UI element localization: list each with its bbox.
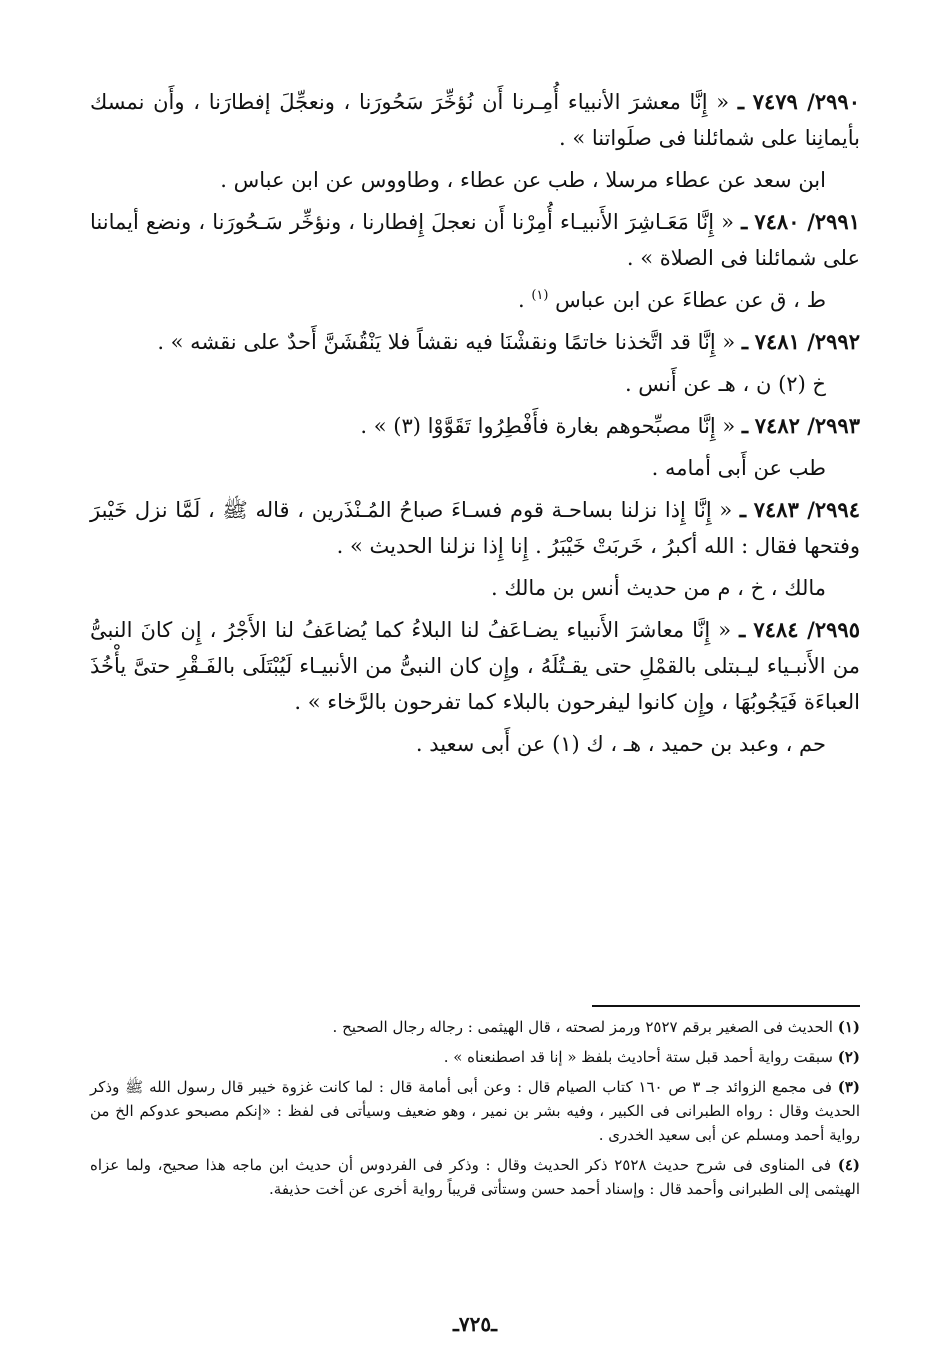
hadith-number: ٢٩٩٤/ ٧٤٨٣ — [753, 497, 860, 522]
hadith-entry — [90, 492, 860, 564]
footnote-divider — [592, 1005, 860, 1007]
hadith-text: « إِنَّا معاشرَ الأَنبياء يضـاعَفُ لنا البلاءُ كما يُضاعَفُ لنا الأَجْرُ ، إِن كانَ النبىُّ من الأَنبـياء ليـبتلى بالقمْلِ حتى يقـتُلَهُ ، وإِن كان النبىُّ من الأنبيـاء لَيُبْتَلَى بالفَـقْرِ حتىَّ يأْخُذَ العباءَة فَيَجُوبُهَا ، وإِن كانوا ليفرحون بالبلاء كما تفرحون بالرَّخاء » . — [90, 618, 860, 714]
hadith-source — [90, 162, 860, 198]
source-text: ابن سعد عن عطاء مرسلا ، طب عن عطاء ، وطاووس عن ابن عباس . — [220, 168, 826, 192]
footnote — [90, 1015, 860, 1039]
footnote-text: سبقت رواية أحمد قبل ستة أحاديث بلفظ « إنا قد اصطنعناه » . — [443, 1048, 833, 1066]
source-text: طب عن أَبى أمامه . — [651, 456, 826, 480]
footnote — [90, 1153, 860, 1201]
footnote-text: فى المناوى فى شرح حديث ٢٥٢٨ ذكر الحديث وقال : وذكر فى الفردوس أن حديث ابن ماجه هذا صحيح، ولما عزاه الهيثمى إلى الطبرانى وأحمد قال : وإسناد أحمد حسن وستأتى قريباً رواية أخرى عن أخت حذيفة. — [90, 1156, 860, 1198]
separator: ـ — [739, 617, 746, 642]
hadith-text: « إِنَّا قد اتَّخذنا خاتمًا ونقشْنَا فيه نقشاً فلا يَنْقُشَنَّ أَحدٌ على نقشه » . — [157, 330, 736, 354]
hadith-number: ٢٩٩٠/ ٧٤٧٩ — [752, 89, 860, 114]
main-text — [90, 84, 860, 768]
hadith-number: ٢٩٩٣/ ٧٤٨٢ — [754, 413, 860, 438]
footnote — [90, 1075, 860, 1147]
separator: ـ — [741, 413, 749, 438]
separator: ـ — [741, 209, 748, 234]
hadith-entry — [90, 84, 860, 156]
hadith-text: « إِنَّا مصبِّحوهم بغارة فأَفْطِرُوا تَقَوَّوْا (٣) » . — [360, 414, 736, 438]
hadith-entry — [90, 408, 860, 444]
source-text: ط ، ق عن عطاءَ عن ابن عباس — [555, 288, 826, 312]
footnote-number: (١) — [837, 1018, 860, 1036]
hadith-source — [90, 366, 860, 402]
hadith-entry — [90, 324, 860, 360]
footnote-ref: (١) — [531, 288, 549, 303]
hadith-text: « إِنَّا معشرَ الأنبياء أُمِـرنا أَن نُؤخِّرَ سَحُورَنا ، ونعجِّلَ إفطارَنا ، وأَن نمسك بأيمانِنا على شمائلنا فى صلَواتنا » . — [90, 90, 860, 150]
hadith-source — [90, 570, 860, 606]
page-number: ـ٧٢٥ـ — [453, 1312, 497, 1336]
hadith-source: ط ، ق عن عطاءَ عن ابن عباس $^{(١)}$ . — [517, 288, 826, 312]
separator: ـ — [739, 497, 747, 522]
hadith-source — [90, 450, 860, 486]
source-text: مالك ، خ ، م من حديث أنس بن مالك . — [490, 576, 826, 600]
footnote-text: الحديث فى الصغير برقم ٢٥٢٧ ورمز لصحته ، قال الهيثمى : رجاله رجال الصحيح . — [332, 1018, 833, 1036]
footnotes — [90, 1015, 860, 1207]
hadith-text: « إِنَّا إِذا نزلنا بساحـة قوم فسـاءَ صباحُ المُـنْذَرين ، قاله ﷺ ، لَمَّا نزل خَيْبرَ وفتحها فقال : الله أكبرُ ، خَربَتْ خَيْبَرُ . إِنا إِذا نزلنا الحديث » . — [90, 498, 860, 558]
hadith-source — [90, 726, 860, 762]
hadith-text: « إِنَّا مَعَـاشِرَ الأَنبيـاء أُمِرْنا أَن نعجلَ إِفطارنا ، ونؤخِّر سَـحُورَنا ، ونضع أيماننا على شمائلنا فى الصلاة » . — [90, 210, 860, 270]
footnote-text: فى مجمع الزوائد جـ ٣ ص ١٦٠ كتاب الصيام قال : وعن أبى أمامة قال : لما كانت غزوة خيبر قال رسول الله ﷺ وذكر الحديث وقال : رواه الطبرانى فى الكبير ، وفيه بشر بن نمير ، وهو ضعيف وسيأتى فى لفظ : «إنكم مصبحو عدوكم الخ من رواية أحمد ومسلم عن أبى سعيد الخدرى . — [90, 1078, 860, 1144]
hadith-number: ٢٩٩٥/ ٧٤٨٤ — [753, 617, 860, 642]
hadith-number: ٢٩٩٢/ ٧٤٨١ — [754, 329, 860, 354]
hadith-entry — [90, 612, 860, 720]
hadith-entry — [90, 204, 860, 276]
source-text: خ (٢) ن ، هـ عن أَنس . — [624, 372, 826, 396]
footnote-number: (٣) — [837, 1078, 860, 1096]
footnote-number: (٤) — [837, 1156, 860, 1174]
source-text: حم ، وعبد بن حميد ، هـ ، ك (١) عن أَبى سعيد . — [415, 732, 826, 756]
footnote-number: (٢) — [837, 1048, 860, 1066]
separator: ـ — [741, 329, 749, 354]
separator: ـ — [737, 89, 745, 114]
footnote — [90, 1045, 860, 1069]
hadith-number: ٢٩٩١/ ٧٤٨٠ — [754, 209, 860, 234]
